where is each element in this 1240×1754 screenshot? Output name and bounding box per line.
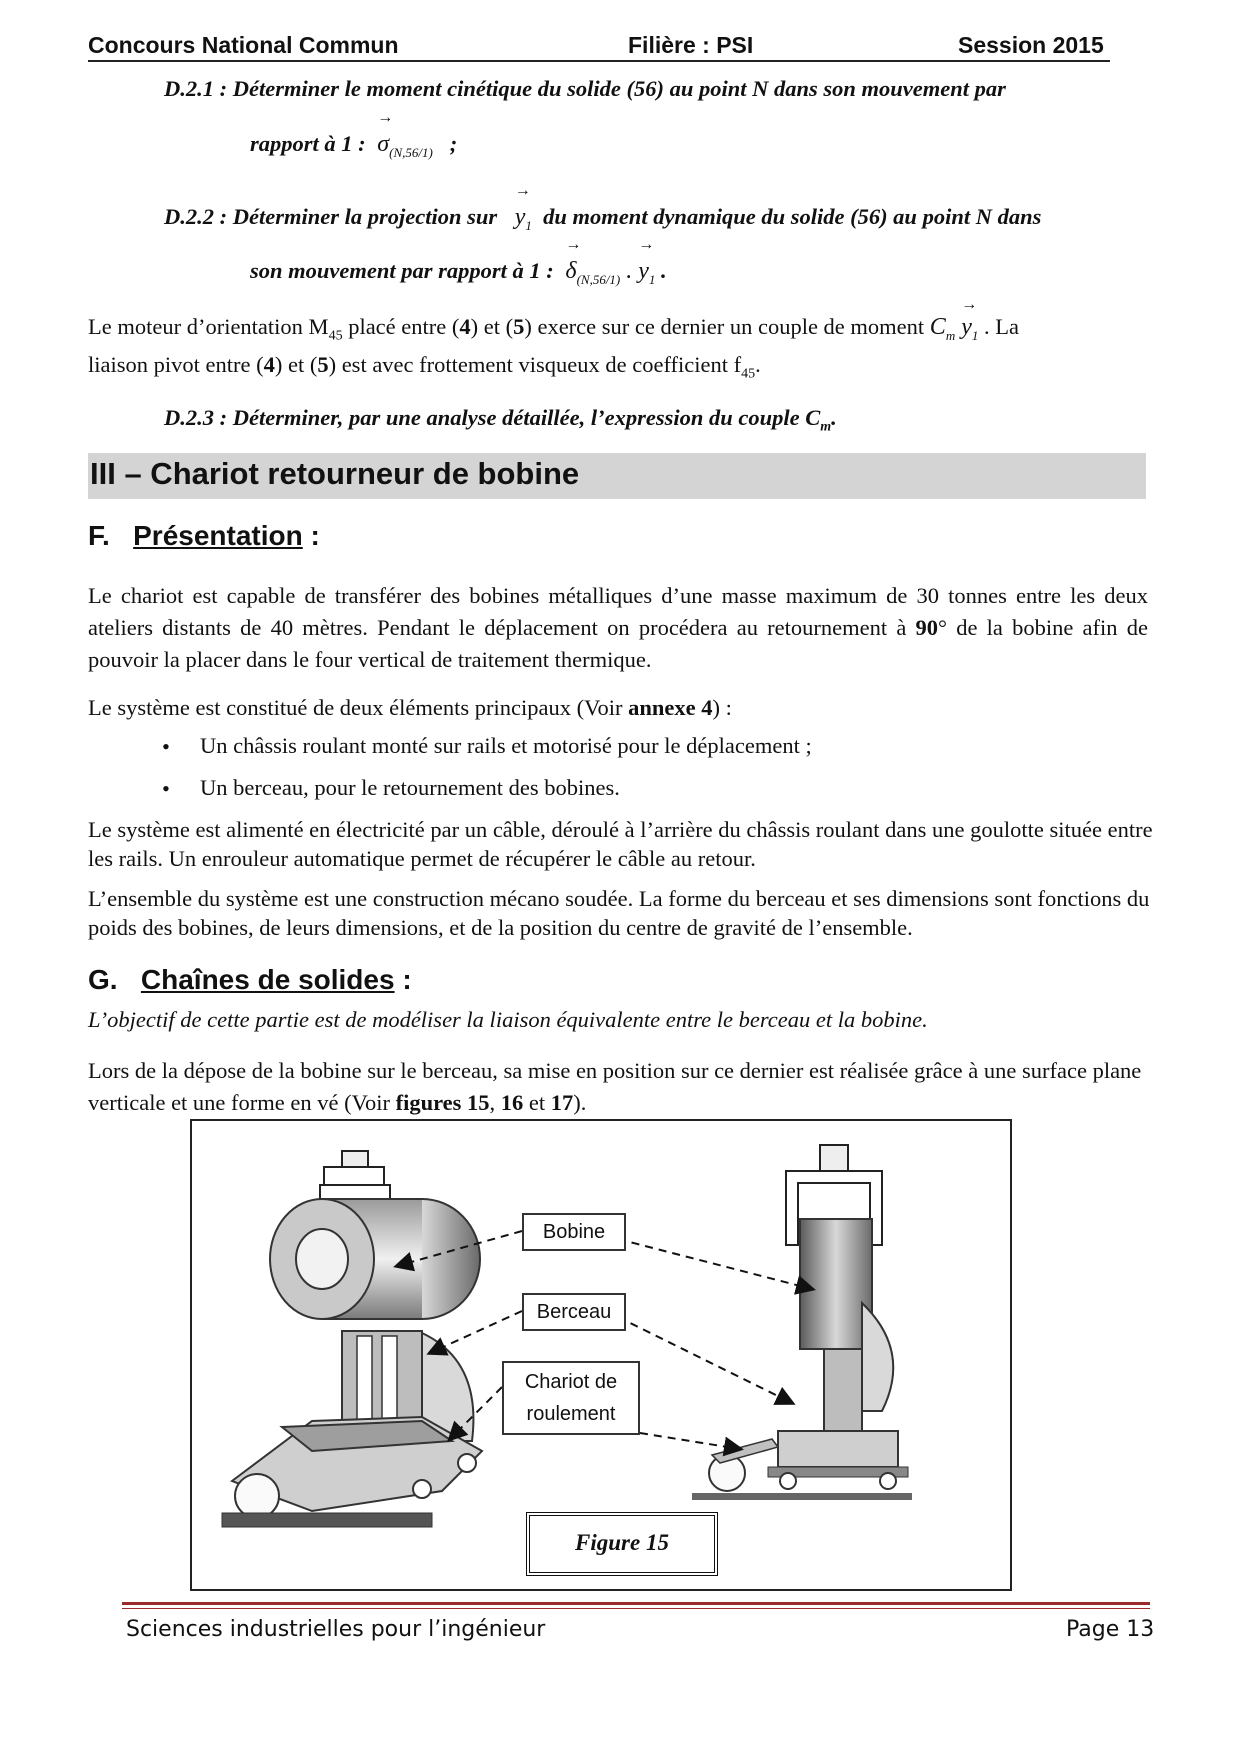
page-number: Page 13: [1066, 1617, 1155, 1642]
left-assembly: [222, 1151, 482, 1527]
label-bobine: Bobine: [522, 1213, 626, 1251]
presentation-paragraph-1: Le chariot est capable de transférer des bobines métalliques d’une masse maximum de 30 tonnes entre les deux ateliers distants de 40 mètres. Pendant le déplacement on procédera au retournement à 90° de la bobine afin de pouvoir la placer dans le four vertical de traitement thermique.: [88, 583, 1148, 672]
chaines-intro: L’objectif de cette partie est de modéliser la liaison équivalente entre le berceau et la bobine.: [88, 1007, 928, 1032]
header-title: Concours National Commun: [88, 32, 399, 58]
y1-vector-2: → y: [638, 236, 655, 284]
bullet-dot-1: •: [162, 734, 170, 759]
question-d22: D.2.2 : Déterminer la projection sur → $y_1$ du moment dynamique du solide (56) au point N dans: [164, 182, 1042, 233]
motor-paragraph-line1: Le moteur d’orientation $M_{45}$ placé entre (4) et (5) exerce sur ce dernier un couple de moment $C_m$ → $y_1$ . La: [88, 296, 1019, 344]
y1-vector-3: → y: [961, 296, 978, 340]
sigma-vector: → σ: [377, 109, 394, 157]
question-d23: D.2.3 : Déterminer, par une analyse détaillée, l’expression du couple $C_m$.: [164, 405, 837, 435]
presentation-paragraph-3: Le système est alimenté en électricité par un câble, déroulé à l’arrière du châssis roulant dans une goulotte située entre les rails. Un enrouleur automatique permet de récupérer le câble au retour.: [88, 817, 1153, 871]
header-session: Session 2015: [958, 32, 1104, 58]
label-chariot: Chariot de roulement: [502, 1361, 640, 1435]
question-d21-line2: rapport à 1 : → $\sigma_{(N,56/1)}$ ;: [250, 109, 458, 160]
bullet-item-1: Un châssis roulant monté sur rails et motorisé pour le déplacement ;: [200, 733, 812, 758]
bullet-item-2: Un berceau, pour le retournement des bobines.: [200, 775, 620, 800]
footer-rule: [122, 1602, 1150, 1605]
footer-rule-thin: [122, 1608, 1150, 1609]
y1-vector: → y: [514, 182, 531, 230]
presentation-paragraph-2: Le système est constitué de deux éléments principaux (Voir annexe 4) :: [88, 695, 732, 720]
chaines-paragraph: Lors de la dépose de la bobine sur le berceau, sa mise en position sur ce dernier est réalisée grâce à une surface plane verticale et une forme en vé (Voir figures 15, 16 et 17).: [88, 1058, 1142, 1115]
footer-subject: Sciences industrielles pour l’ingénieur: [126, 1617, 546, 1642]
header-filiere: Filière : PSI: [628, 32, 754, 58]
header-rule: [88, 60, 1110, 62]
figure-caption: Figure 15: [526, 1512, 718, 1576]
delta-vector: → δ: [565, 236, 582, 284]
question-d22-line2: son mouvement par rapport à 1 : → $\delta_{(N,56/1)}$ . → $y_1$ .: [250, 236, 667, 287]
subsection-g-title: G. Chaînes de solides :: [88, 964, 412, 995]
motor-paragraph-line2: liaison pivot entre (4) et (5) est avec frottement visqueux de coefficient $f_{45}$.: [88, 352, 761, 382]
label-berceau: Berceau: [522, 1293, 626, 1331]
bullet-dot-2: •: [162, 776, 170, 801]
subsection-f-title: F. Présentation :: [88, 520, 320, 551]
question-d21: D.2.1 : Déterminer le moment cinétique du solide (56) au point N dans son mouvement par: [164, 76, 1006, 101]
presentation-paragraph-4: L’ensemble du système est une construction mécano soudée. La forme du berceau et ses dimensions sont fonctions du poids des bobines, de leurs dimensions, et de la position du centre de gravité de l’ensemble.: [88, 886, 1150, 940]
section-title: III – Chariot retourneur de bobine: [90, 456, 580, 491]
